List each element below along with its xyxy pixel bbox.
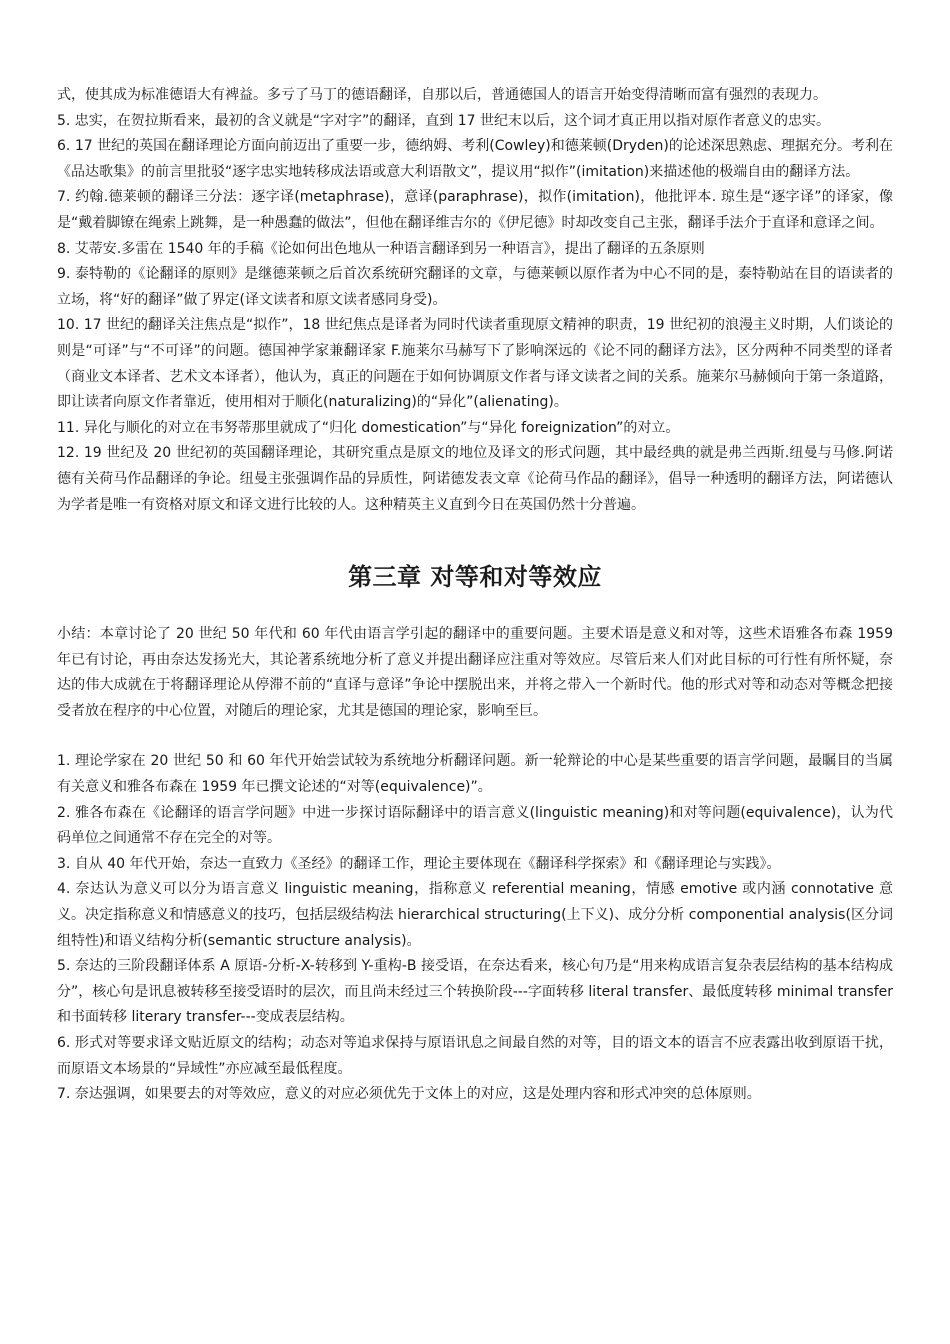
point-5-fidelity: 5. 忠实，在贺拉斯看来，最初的含义就是“字对字”的翻译，直到 17 世纪末以后，这个词才真正用以指对原作者意义的忠实。 — [57, 112, 831, 129]
point-12-newman-arnold: 12. 19 世纪及 20 世纪初的英国翻译理论，其研究重点是原文的地位及译文的形式问题，其中最经典的就是弗兰西斯.纽曼与马修.阿诺德有关荷马作品翻译的争论。纽曼主张强调作品的异质性，阿诺德发表文章《论荷马作品的翻译》，倡导一种透明的翻译方法，阿诺德认为学者是唯一有资格对原文和译文进行比较的人。这种精英主义直到今日在英国仍然十分普遍。 — [57, 445, 893, 513]
paragraph-continuation: 式，使其成为标准德语大有裨益。多亏了马丁的德语翻译，自那以后，普通德国人的语言开始变得清晰而富有强烈的表现力。 — [57, 87, 827, 103]
chapter-point-5: 5. 奈达的三阶段翻译体系 A 原语-分析-X-转移到 Y-重构-B 接受语，在奈达看来，核心句乃是“用来构成语言复杂表层结构的基本结构成分”，核心句是讯息被转移至接受语时的层次，而且尚未经过三个转换阶段---字面转移 literal transfer、最低度转移 minimal transfer 和书面转移 literary transfer---变成表层结构。 — [57, 958, 893, 1026]
chapter-point-4: 4. 奈达认为意义可以分为语言意义 linguistic meaning，指称意义 referential meaning，情感 emotive 或内涵 connotative 意义。决定指称意义和情感意义的技巧，包括层级结构法 hierarchical structuring(上下义)、成分分析 componential analysis(区分词组特性)和语义结构分析(semantic structure analysis)。 — [57, 881, 893, 949]
chapter-points — [57, 749, 893, 1107]
point-11-venuti: 11. 异化与顺化的对立在韦努蒂那里就成了“归化 domestication”与“异化 foreignization”的对立。 — [57, 419, 680, 436]
point-6-england-17th-century: 6. 17 世纪的英国在翻译理论方面向前迈出了重要一步，德纳姆、考利(Cowley)和德莱顿(Dryden)的论述深思熟虑、理据充分。考利在《品达歌集》的前言里批驳“逐字忠实地转移成法语或意大利语散文”，提议用“拟作”(imitation)来描述他的极端自由的翻译方法。 — [57, 138, 893, 180]
point-9-tytler: 9. 泰特勒的《论翻译的原则》是继德莱顿之后首次系统研究翻译的文章，与德莱顿以原作者为中心不同的是，泰特勒站在目的语读者的立场，将“好的翻译”做了界定(译文读者和原文读者感同身受)。 — [57, 266, 893, 308]
chapter-point-1: 1. 理论学家在 20 世纪 50 和 60 年代开始尝试较为系统地分析翻译问题。新一轮辩论的中心是某些重要的语言学问题，最瞩目的当属有关意义和雅各布森在 1959 年已撰文论述的“对等(equivalence)”。 — [57, 753, 893, 796]
point-7-dryden-triad: 7. 约翰.德莱顿的翻译三分法：逐字译(metaphrase)，意译(paraphrase)，拟作(imitation)，他批评本. 琼生是“逐字译”的译家，像是“戴着脚镣在绳索上跳舞，是一种愚蠢的做法”，但他在翻译维吉尔的《伊尼德》时却改变自己主张，翻译手法介于直译和意译之间。 — [57, 189, 893, 231]
chapter-point-7: 7. 奈达强调，如果要去的对等效应，意义的对应必须优先于文体上的对应，这是处理内容和形式冲突的总体原则。 — [57, 1086, 761, 1103]
spacer — [57, 724, 893, 749]
top-section — [57, 83, 893, 518]
chapter-point-2: 2. 雅各布森在《论翻译的语言学问题》中进一步探讨语际翻译中的语言意义(linguistic meaning)和对等问题(equivalence)，认为代码单位之间通常不存在完全的对等。 — [57, 804, 893, 847]
point-10-schleiermacher: 10. 17 世纪的翻译关注焦点是“拟作”，18 世纪焦点是译者为同时代读者重现原文精神的职责，19 世纪初的浪漫主义时期，人们谈论的则是“可译”与“不可译”的问题。德国神学家兼翻译家 F.施莱尔马赫写下了影响深远的《论不同的翻译方法》，区分两种不同类型的译者（商业文本译者、艺术文本译者），他认为，真正的问题在于如何协调原文作者与译文读者之间的关系。施莱尔马赫倾向于第一条道路，即让读者向原文作者靠近，使用相对于顺化(naturalizing)的“异化”(alienating)。 — [57, 317, 894, 411]
chapter-title: 第三章 对等和对等效应 — [348, 562, 602, 592]
document-page — [57, 83, 893, 1108]
chapter-point-3: 3. 自从 40 年代开始，奈达一直致力《圣经》的翻译工作，理论主要体现在《翻译科学探索》和《翻译理论与实践》。 — [57, 855, 781, 872]
point-8-dolet: 8. 艾蒂安.多雷在 1540 年的手稿《论如何出色地从一种语言翻译到另一种语言》，提出了翻译的五条原则 — [57, 240, 705, 257]
chapter-summary: 小结：本章讨论了 20 世纪 50 年代和 60 年代由语言学引起的翻译中的重要问题。主要术语是意义和对等，这些术语雅各布森 1959 年已有讨论，再由奈达发扬光大，其论著系统地分析了意义并提出翻译应注重对等效应。尽管后来人们对此目标的可行性有所怀疑，奈达的伟大成就在于将翻译理论从停滞不前的“直译与意译”争论中摆脱出来，并将之带入一个新时代。他的形式对等和动态对等概念把接受者放在程序的中心位置，对随后的理论家，尤其是德国的理论家，影响至巨。 — [57, 626, 893, 719]
chapter-point-6: 6. 形式对等要求译文贴近原文的结构；动态对等追求保持与原语讯息之间最自然的对等，目的语文本的语言不应表露出收到原语干扰，而原语文本场景的“异域性”亦应减至最低程度。 — [57, 1035, 893, 1077]
